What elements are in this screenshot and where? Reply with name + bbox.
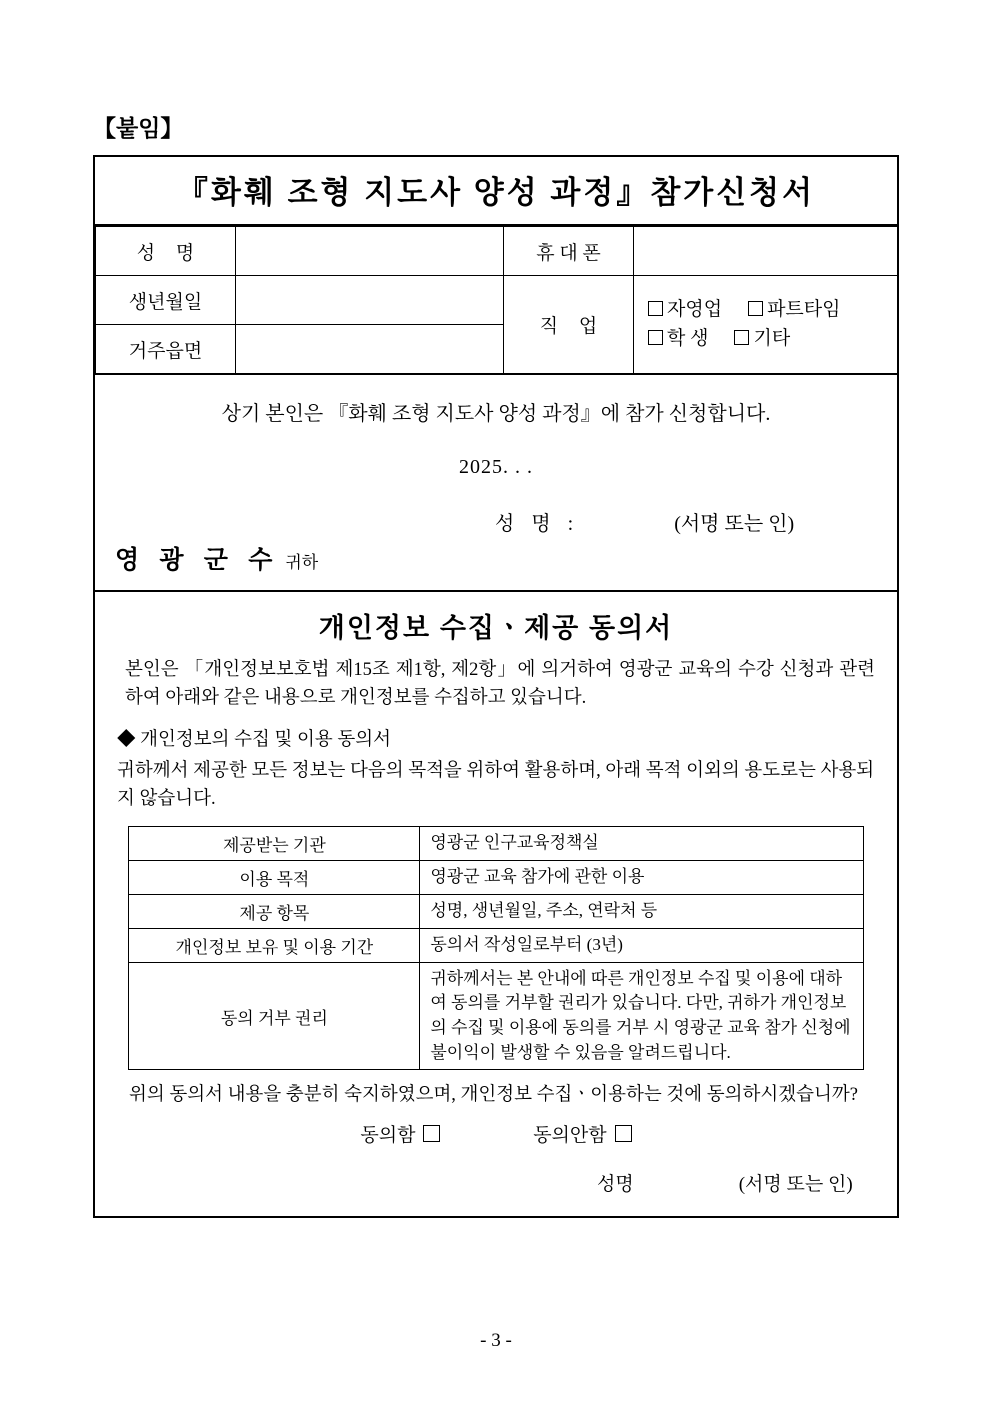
- consent-value: 귀하께서는 본 안내에 따른 개인정보 수집 및 이용에 대하여 동의를 거부할 권리가 있습니다. 다만, 귀하가 개인정보의 수집 및 이용에 동의를 거부 시 영광군 교육 참가 신청에 불이익이 발생할 수 있음을 알려드립니다.: [420, 962, 863, 1070]
- checkbox-icon[interactable]: [648, 301, 663, 316]
- job-label: 직 업: [504, 276, 634, 374]
- table-row: [96, 276, 898, 325]
- checkbox-icon[interactable]: [615, 1125, 632, 1142]
- checkbox-icon[interactable]: [748, 301, 763, 316]
- consent-disagree-option[interactable]: 동의안함: [533, 1120, 631, 1147]
- consent-agree-option[interactable]: 동의함: [360, 1120, 440, 1147]
- job-option-student[interactable]: 학 생: [648, 325, 708, 354]
- birth-label: 생년월일: [96, 276, 236, 325]
- consent-key: 개인정보 보유 및 이용 기간: [129, 928, 420, 962]
- checkbox-icon[interactable]: [423, 1125, 440, 1142]
- consent-table: [128, 826, 863, 1071]
- consent-intro: 본인은 「개인정보보호법 제15조 제1항, 제2항」에 의거하여 영광군 교육의 수강 신청과 관련하여 아래와 같은 내용으로 개인정보를 수집하고 있습니다.: [125, 660, 875, 708]
- table-row: [129, 962, 863, 1070]
- consent-value: 영광군 인구교육정책실: [420, 826, 863, 860]
- statement-text: 상기 본인은 『화훼 조형 지도사 양성 과정』에 참가 신청합니다.: [221, 403, 771, 425]
- consent-sign-note: (서명 또는 인): [738, 1174, 853, 1196]
- consent-signature-line: [117, 1169, 875, 1196]
- statement-date[interactable]: 2025. . .: [459, 456, 533, 478]
- consent-key: 제공 항목: [129, 894, 420, 928]
- table-row: [129, 860, 863, 894]
- job-option-self-employed[interactable]: 자영업: [648, 296, 722, 325]
- table-row: [129, 894, 863, 928]
- residence-input[interactable]: [236, 325, 504, 374]
- birth-input[interactable]: [236, 276, 504, 325]
- consent-section-desc: 귀하께서 제공한 모든 정보는 다음의 목적을 위하여 활용하며, 아래 목적 이외의 용도로는 사용되지 않습니다.: [117, 761, 875, 809]
- table-row: [129, 928, 863, 962]
- checkbox-icon[interactable]: [734, 330, 749, 345]
- consent-value: 영광군 교육 참가에 관한 이용: [420, 860, 863, 894]
- consent-name-label: 성명: [597, 1174, 634, 1196]
- phone-input[interactable]: [634, 227, 898, 276]
- statement-signature-line: [95, 507, 897, 536]
- page-number: - 3 -: [480, 1330, 512, 1351]
- job-option-other[interactable]: 기타: [734, 325, 790, 354]
- addressee: 영 광 군 수 귀하: [115, 547, 319, 574]
- statement-block: [95, 374, 897, 592]
- name-input[interactable]: [236, 227, 504, 276]
- consent-key: 동의 거부 권리: [129, 962, 420, 1070]
- consent-section-heading: ◆ 개인정보의 수집 및 이용 동의서: [117, 729, 391, 750]
- consent-choice-group[interactable]: [117, 1120, 875, 1147]
- signature-name-label: 성 명 :: [495, 513, 580, 535]
- page-title: 『화훼 조형 지도사 양성 과정』참가신청서: [176, 175, 816, 210]
- consent-value: 동의서 작성일로부터 (3년): [420, 928, 863, 962]
- form-title-row: [95, 157, 897, 226]
- signature-note: (서명 또는 인): [674, 513, 795, 535]
- name-label: 성 명: [96, 227, 236, 276]
- attachment-label: 【붙임】: [93, 116, 184, 141]
- consent-section: [95, 592, 897, 1216]
- residence-label: 거주읍면: [96, 325, 236, 374]
- table-row: [129, 826, 863, 860]
- applicant-info-table: [95, 226, 898, 374]
- checkbox-icon[interactable]: [648, 330, 663, 345]
- consent-question: 위의 동의서 내용을 충분히 숙지하였으며, 개인정보 수집ㆍ이용하는 것에 동의하시겠습니까?: [129, 1085, 858, 1106]
- consent-key: 제공받는 기관: [129, 826, 420, 860]
- application-form: [93, 155, 899, 1218]
- consent-title: 개인정보 수집ㆍ제공 동의서: [318, 613, 674, 643]
- consent-key: 이용 목적: [129, 860, 420, 894]
- phone-label: 휴 대 폰: [504, 227, 634, 276]
- table-row: [96, 227, 898, 276]
- job-options[interactable]: [634, 276, 898, 374]
- job-option-parttime[interactable]: 파트타임: [748, 296, 840, 325]
- addressee-suffix: 귀하: [285, 553, 319, 572]
- consent-value: 성명, 생년월일, 주소, 연락처 등: [420, 894, 863, 928]
